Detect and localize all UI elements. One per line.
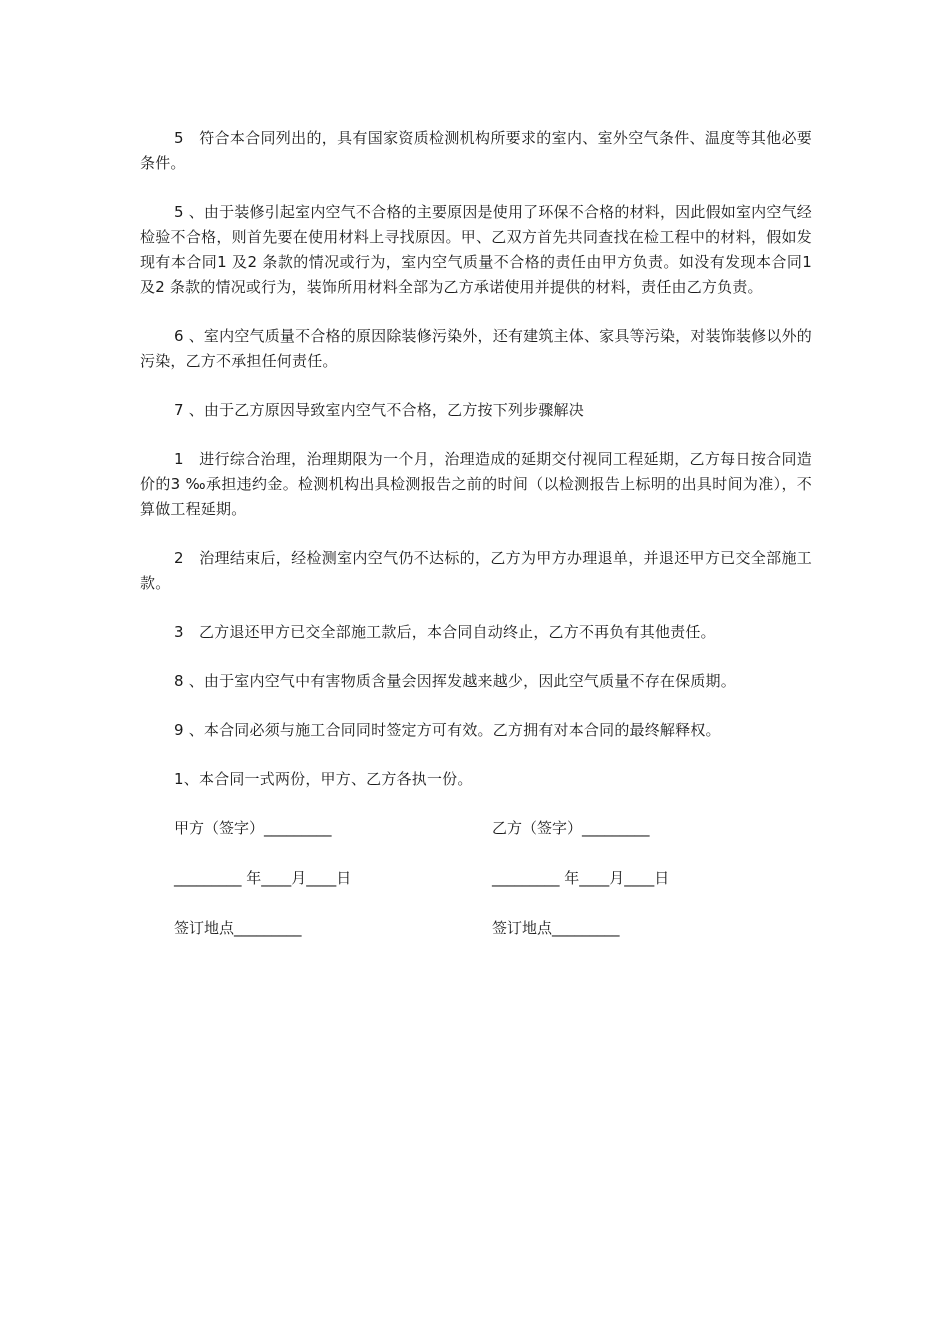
party-b-signature: 乙方（签字）_________	[492, 819, 650, 837]
clause-paragraph: 5 符合本合同列出的，具有国家资质检测机构所要求的室内、室外空气条件、温度等其他必要条件。	[140, 129, 812, 172]
place-row	[140, 916, 812, 941]
clause-paragraph: 7 、由于乙方原因导致室内空气不合格，乙方按下列步骤解决	[174, 401, 584, 419]
clause-paragraph: 1 进行综合治理，治理期限为一个月，治理造成的延期交付视同工程延期，乙方每日按合同造价的3 ‰承担违约金。检测机构出具检测报告之前的时间（以检测报告上标明的出具时间为准），不算做工程延期。	[140, 450, 812, 518]
clause-paragraph: 2 治理结束后，经检测室内空气仍不达标的，乙方为甲方办理退单，并退还甲方已交全部施工款。	[140, 549, 812, 592]
party-b-date: _________ 年____月____日	[492, 869, 670, 887]
date-row	[140, 866, 812, 891]
party-a-date: _________ 年____月____日	[174, 869, 352, 887]
clause-paragraph: 3 乙方退还甲方已交全部施工款后，本合同自动终止，乙方不再负有其他责任。	[174, 623, 716, 641]
clause-paragraph: 6 、室内空气质量不合格的原因除装修污染外，还有建筑主体、家具等污染，对装饰装修以外的污染，乙方不承担任何责任。	[140, 327, 812, 370]
clause-paragraph: 5 、由于装修引起室内空气不合格的主要原因是使用了环保不合格的材料，因此假如室内空气经检验不合格，则首先要在使用材料上寻找原因。甲、乙双方首先共同查找在检工程中的材料，假如发现有本合同1 及2 条款的情况或行为，室内空气质量不合格的责任由甲方负责。如没有发现本合同1 及2 条款的情况或行为，装饰所用材料全部为乙方承诺使用并提供的材料，责任由乙方负责。	[140, 203, 812, 296]
party-a-place: 签订地点_________	[174, 919, 302, 937]
clause-paragraph: 9 、本合同必须与施工合同同时签定方可有效。乙方拥有对本合同的最终解释权。	[174, 721, 721, 739]
clause-paragraph: 8 、由于室内空气中有害物质含量会因挥发越来越少，因此空气质量不存在保质期。	[174, 672, 736, 690]
contract-page	[140, 126, 812, 966]
party-a-signature: 甲方（签字）_________	[174, 819, 332, 837]
signature-row	[140, 816, 812, 841]
clause-paragraph: 1、本合同一式两份，甲方、乙方各执一份。	[174, 770, 473, 788]
party-b-place: 签订地点_________	[492, 919, 620, 937]
